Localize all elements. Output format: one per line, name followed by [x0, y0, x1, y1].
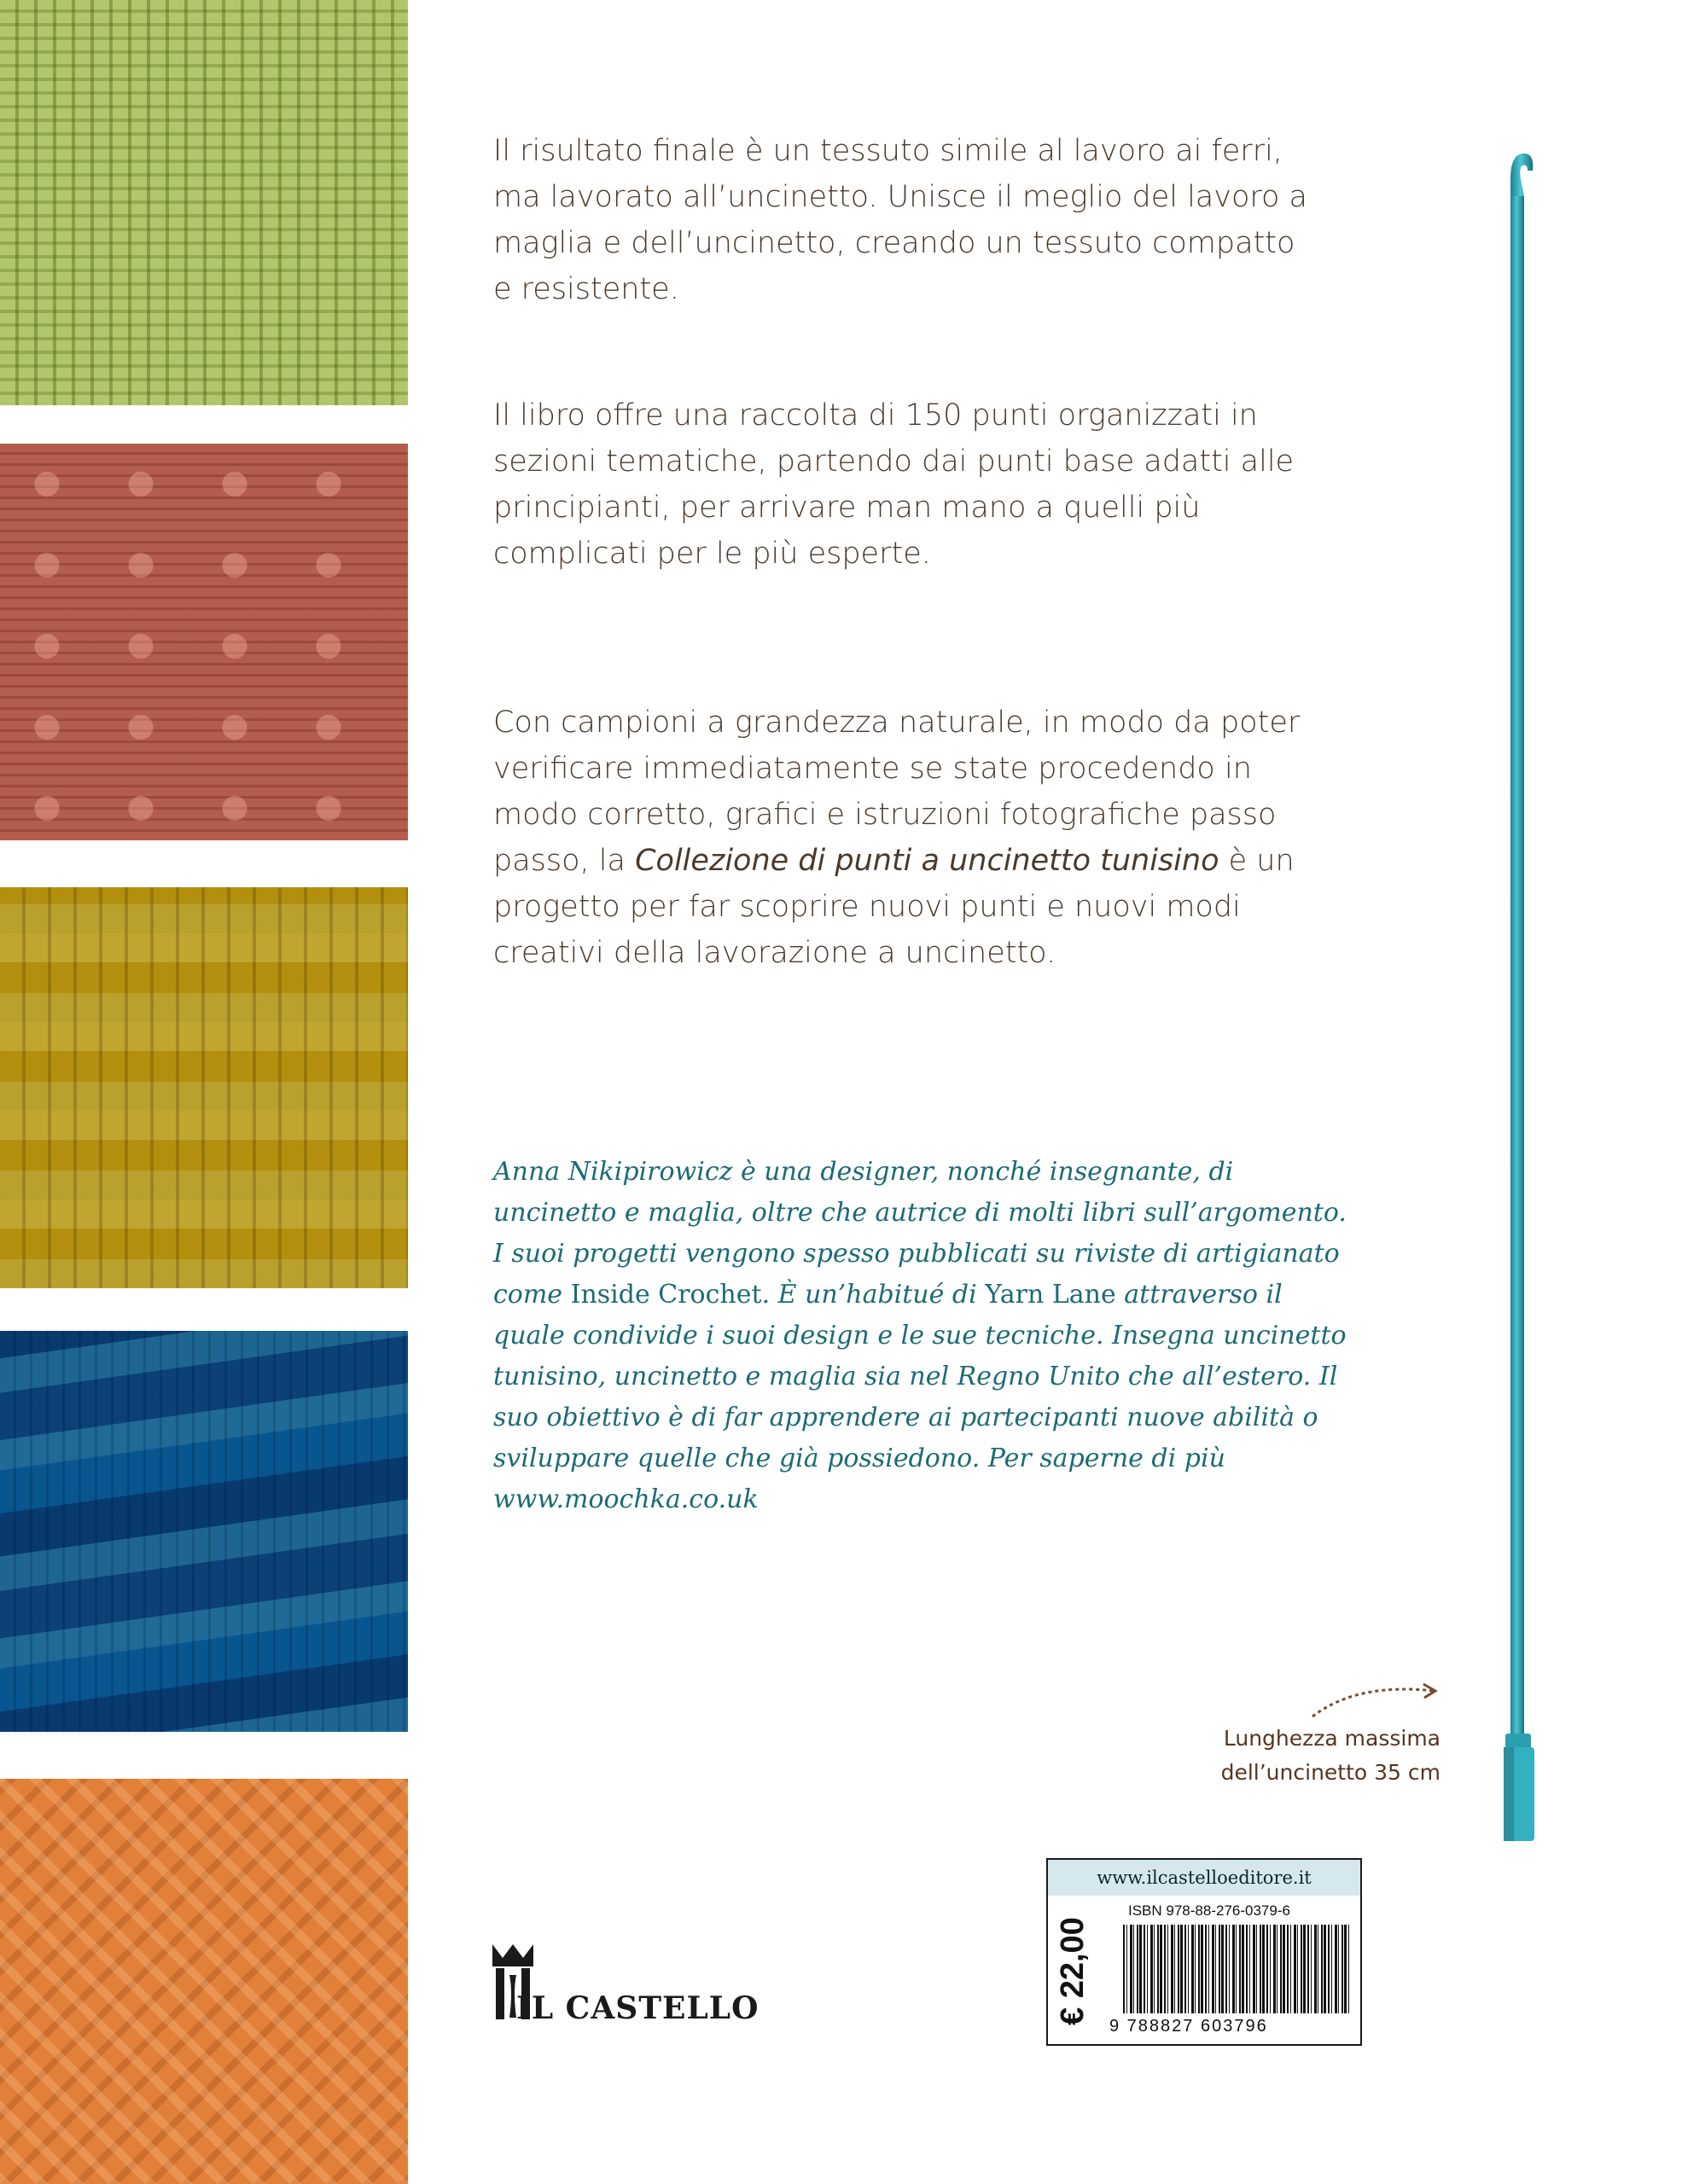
- price-barcode-box: [1046, 1858, 1362, 2046]
- green-swatch: [0, 0, 408, 405]
- book-title: Collezione di punti a uncinetto tunisino: [635, 844, 1219, 878]
- arrow-icon: [1306, 1679, 1442, 1722]
- p3-text-before: Con campioni a grandezza naturale, in modo da poter verificare immediatamente se state procedendo in modo corretto, grafici e istruzioni fotografiche passo passo, la: [493, 706, 1301, 878]
- magazine-name: Inside Crochet: [570, 1280, 762, 1310]
- publisher-url: www.ilcastelloeditore.it: [1048, 1860, 1360, 1896]
- price-label: € 22,00: [1055, 1917, 1091, 2026]
- shop-name: Yarn Lane: [985, 1280, 1116, 1310]
- orange-swatch: [0, 1779, 408, 2184]
- crochet-hook-icon: [1485, 145, 1553, 1868]
- ean-digits: 9 788827 603796: [1109, 2017, 1268, 2036]
- author-bio: [493, 1152, 1347, 1520]
- bio-part-1: Anna Nikipirowicz è una designer, nonché insegnante, di uncinetto e maglia, oltre che autrice di molti libri sull’argomento. I suoi progetti vengono spesso pubblicati su riviste di artigianato come: [493, 1157, 1347, 1310]
- isbn-label: ISBN 978-88-276-0379-6: [1128, 1902, 1290, 1919]
- p3-text-after: è un progetto per far scoprire nuovi punti e nuovi modi creativi della lavorazione a uncinetto.: [493, 844, 1295, 970]
- description-paragraph-3: [493, 700, 1312, 976]
- yellow-swatch: [0, 887, 408, 1288]
- barcode: [1123, 1925, 1349, 2013]
- caption-line-1: Lunghezza massima: [1223, 1726, 1440, 1751]
- bio-part-3: attraverso il quale condivide i suoi design e le sue tecniche. Insegna uncinetto tunisino, uncinetto e maglia sia nel Regno Unito che all’estero. Il suo obiettivo è di far apprendere ai partecipanti nuove abilità o sviluppare quelle che già possiedono. Per saperne di più www.moochka.co.uk: [493, 1280, 1347, 1514]
- bio-part-2: . È un’habitué di: [761, 1280, 986, 1310]
- publisher-name: IL CASTELLO: [516, 1990, 760, 2026]
- hook-caption: [1184, 1722, 1440, 1790]
- description-paragraph-2: Il libro offre una raccolta di 150 punti organizzati in sezioni tematiche, partendo dai punti base adatti alle principianti, per arrivare man mano a quelli più complicati per le più esperte.: [493, 398, 1295, 571]
- red-swatch: [0, 444, 408, 840]
- blue-swatch: [0, 1331, 408, 1732]
- caption-line-2: dell’uncinetto 35 cm: [1220, 1760, 1440, 1785]
- description-paragraph-1: Il risultato finale è un tessuto simile al lavoro ai ferri, ma lavorato all’uncinetto. Unisce il meglio del lavoro a maglia e dell’uncinetto, creando un tessuto compatto e resistente.: [493, 134, 1307, 306]
